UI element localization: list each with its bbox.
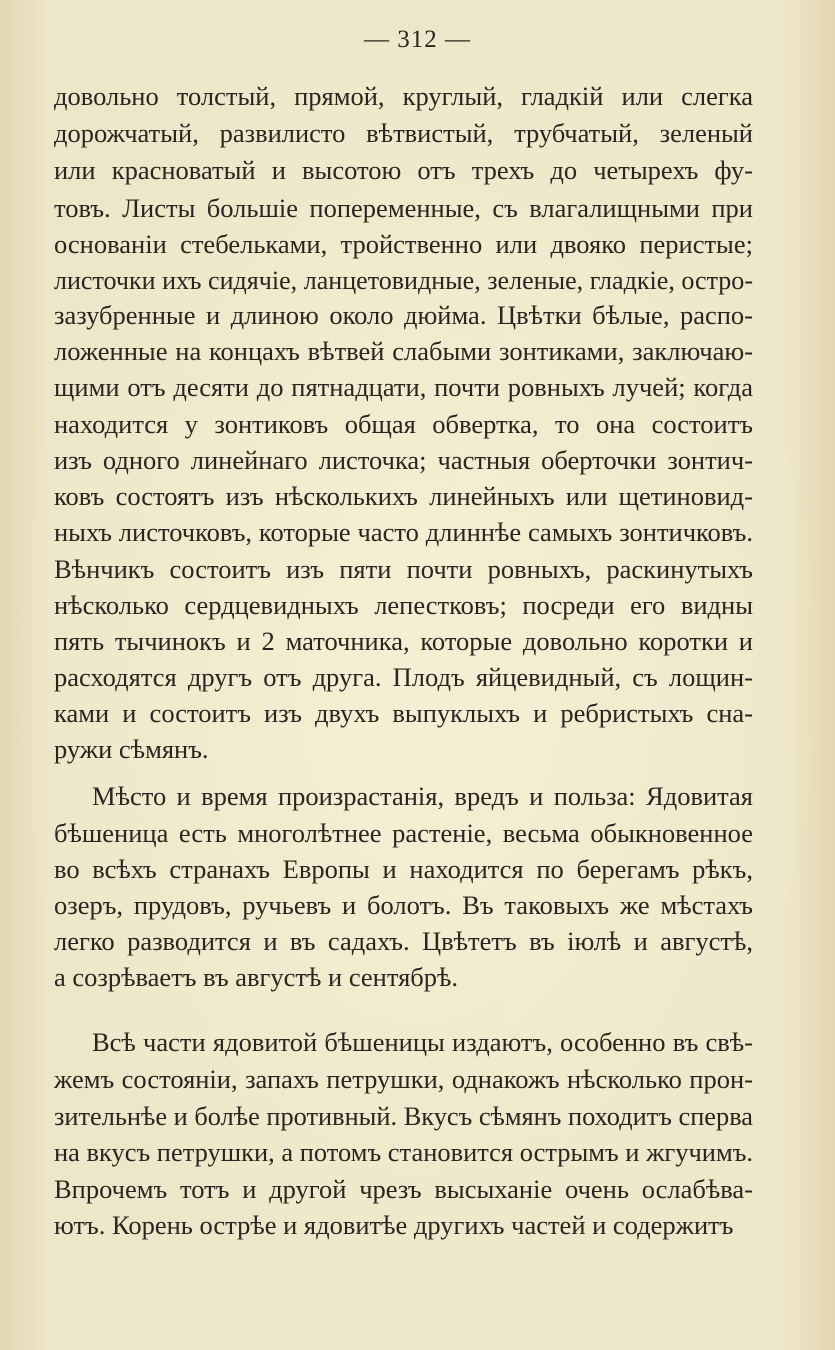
book-page: — 312 — довольно толстый, прямой, круглый, гладкій или слегка дорожчатый, развилисто вѣтвистый, трубчатый, зеленый или красноватый и высотою отъ трехъ до четырехъ фу- товъ. Листы большіе попеременные, съ влагалищными при основаніи стебельками, тройственно или двояко перистые; листочки ихъ сидячіе, ланцетовидные, зеленые, гладкіе, остро- зазубренные и длиною около дюйма. Цвѣтки бѣлые, распо- ложенные на концахъ вѣтвей слабыми зонтиками, заключаю- щими отъ десяти до пятнадцати, почти ровныхъ лучей; когда находится у зонтиковъ общая обвертка, то она состоитъ изъ одного линейнаго листочка; частныя оберточки зонтич- ковъ состоятъ изъ нѣсколькихъ линейныхъ или щетиновид- ныхъ листочковъ, которые часто длиннѣе самыхъ зонтичковъ. Вѣнчикъ состоитъ изъ пяти почти ровныхъ, раскинутыхъ нѣсколько сердцевидныхъ лепестковъ; посреди его видны пять тычинокъ и 2 маточника, которые довольно коротки и расходятся другъ отъ друга. Плодъ яйцевидный, съ лощин- ками и состоитъ изъ двухъ выпуклыхъ и ребристыхъ сна- ружи сѣмянъ. Мѣсто и время произрастанія, вредъ и польза: Ядовитая бѣшеница есть многолѣтнее растеніе, весьма обыкновенное во всѣхъ странахъ Европы и находится по берегамъ рѣкъ, озеръ, прудовъ, ручьевъ и болотъ. Въ таковыхъ же мѣстахъ легко разводится и въ садахъ. Цвѣтетъ въ іюлѣ и августѣ, а созрѣваетъ въ августѣ и сентябрѣ. Всѣ части ядовитой бѣшеницы издаютъ, особенно въ свѣ- жемъ состояніи, запахъ петрушки, однакожъ нѣсколько прон- зительнѣе и болѣе противный. Вкусъ сѣмянъ походитъ сперва на вкусъ петрушки, а потомъ становится острымъ и жгучимъ. Впрочемъ тотъ и другой чрезъ высыханіе очень ослабѣва- ютъ. Корень острѣе и ядовитѣе другихъ частей и содержитъ bbox=[0, 0, 835, 1350]
page-number: — 312 — bbox=[364, 26, 471, 53]
